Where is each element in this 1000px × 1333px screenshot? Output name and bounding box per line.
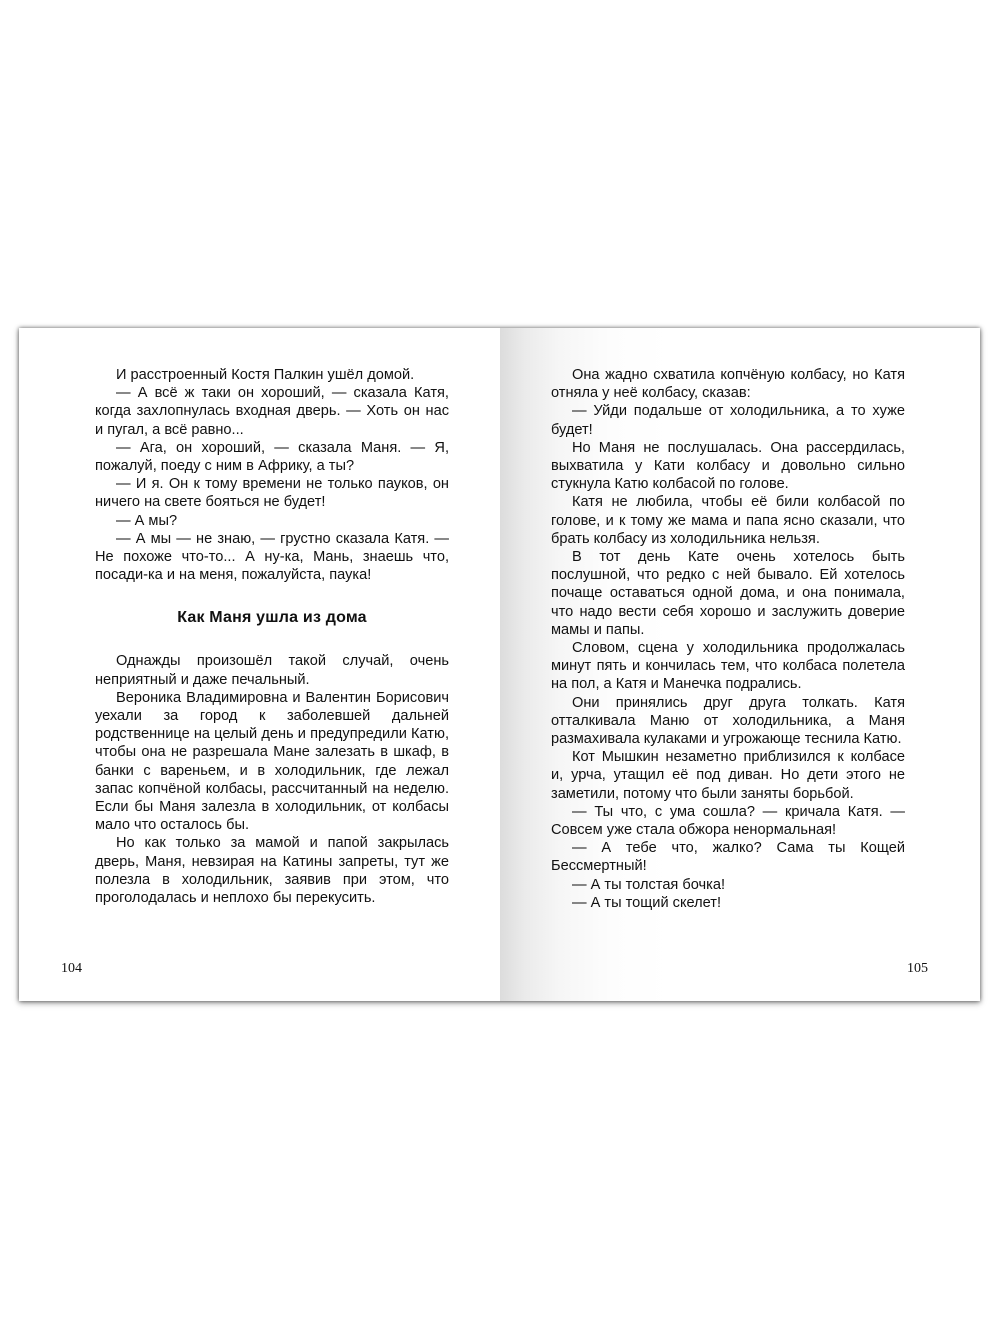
paragraph: Они принялись друг друга толкать. Катя отталкивала Маню от холодильника, а Маня размахивала кулаками и угрожающе теснила Катю. — [551, 694, 905, 748]
page-number-right: 105 — [907, 961, 928, 976]
right-page-text — [551, 366, 905, 912]
paragraph: Словом, сцена у холодильника продолжалась минут пять и кончилась тем, что колбаса полетела на пол, а Катя и Манечка подрались. — [551, 640, 905, 693]
paragraph: Но как только за мамой и папой закрылась дверь, Маня, невзирая на Катины запреты, тут же полезла в холодильник, заявив при этом, что проголодалась и неплохо бы перекусить. — [95, 835, 449, 907]
book-spread — [19, 328, 980, 1001]
left-page-text — [95, 366, 449, 907]
paragraph: — А тебе что, жалко? Сама ты Кощей Бессмертный! — [551, 840, 905, 875]
paragraph: Вероника Владимировна и Валентин Борисович уехали за город к заболевшей дальней родственнице на целый день и предупредили Катю, чтобы она не разрешала Мане залезать в шкаф, в банки с вареньем, и в холодильник, где лежал запас копчёной колбасы, рассчитанный на неделю. Если бы Маня залезла в холодильник, от колбасы мало что осталось бы. — [95, 689, 449, 834]
paragraph: — Ага, он хороший, — сказала Маня. — Я, пожалуй, поеду с ним в Африку, а ты? — [95, 439, 449, 475]
paragraph: — А мы — не знаю, — грустно сказала Катя. — Не похоже что-то... А ну-ка, Мань, знаешь что, посади-ка и на меня, пожалуйста, паука! — [95, 530, 449, 584]
right-page — [500, 328, 980, 1001]
paragraph: — А всё ж таки он хороший, — сказала Катя, когда захлопнулась входная дверь. — Хоть он нас и пугал, а всё равно... — [95, 385, 449, 438]
paragraph: Она жадно схватила копчёную колбасу, но Катя отняла у неё колбасу, сказав: — [551, 367, 905, 402]
chapter-title: Как Маня ушла из дома — [177, 609, 367, 627]
left-page — [19, 328, 500, 1001]
paragraph: — А ты толстая бочка! — [572, 876, 726, 893]
paragraph: Катя не любила, чтобы её били колбасой по голове, и к тому же мама и папа ясно сказали, что брать колбасу из холодильника нельзя. — [551, 494, 905, 547]
paragraph: Но Маня не послушалась. Она рассердилась, выхватила у Кати колбасу и довольно сильно стукнула Катю колбасой по голове. — [551, 439, 905, 493]
paragraph: — А ты тощий скелет! — [572, 894, 722, 911]
paragraph: — А мы? — [116, 512, 178, 529]
page-number-left: 104 — [61, 961, 82, 976]
paragraph: — Ты что, с ума сошла? — кричала Катя. — Совсем уже стала обжора ненормальная! — [551, 803, 905, 839]
paragraph: Кот Мышкин незаметно приблизился к колбасе и, урча, утащил её под диван. Но дети этого не заметили, потому что были заняты борьбой. — [551, 749, 905, 802]
paragraph: — И я. Он к тому времени не только пауков, он ничего на свете бояться не будет! — [95, 476, 449, 511]
paragraph: — Уйди подальше от холодильника, а то хуже будет! — [551, 403, 905, 438]
paragraph: В тот день Кате очень хотелось быть послушной, что редко с ней бывало. Ей хотелось почаще оставаться одной дома, и она понимала, что надо вести себя хорошо и заслужить доверие мамы и папы. — [551, 549, 905, 638]
paragraph: Однажды произошёл такой случай, очень неприятный и даже печальный. — [95, 653, 449, 688]
paragraph: И расстроенный Костя Палкин ушёл домой. — [116, 367, 415, 383]
